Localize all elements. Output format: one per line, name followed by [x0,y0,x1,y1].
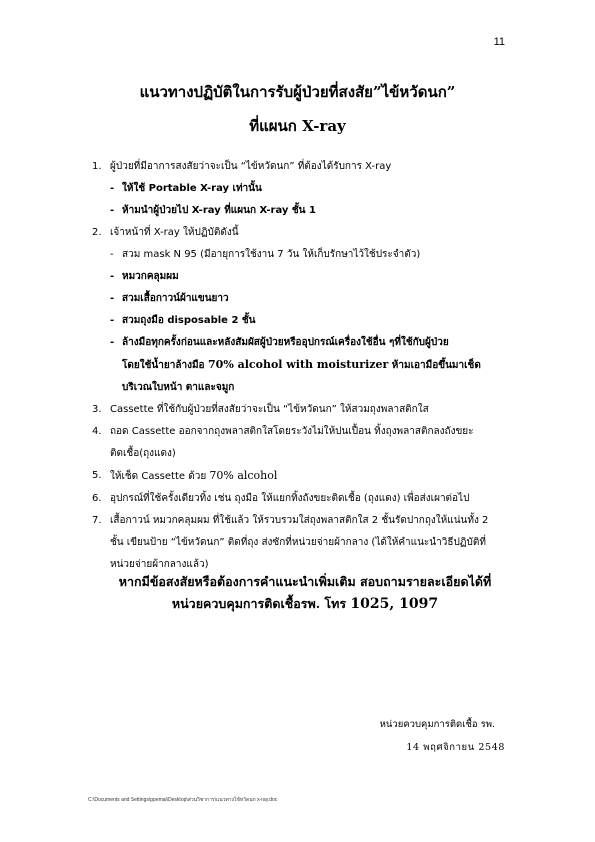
item-text: เสื้อกาวน์ หมวกคลุมผม ที่ใช้แล้ว ให้รวบรวมใส่ถุงพลาสติกใส 2 ชั้นรัดปากถุงให้แน่นทั้ง 2 [110,515,489,526]
contact-unit: หน่วยควบคุมการติดเชื้อรพ. โทร [171,596,347,611]
item-continuation [92,532,522,554]
continuation-text: โดยใช้น้ำยาล้างมือ [122,360,205,371]
list-item-2 [92,222,522,244]
dash: - [110,249,114,260]
sub-item [92,288,522,310]
item-text: ถอด Cassette ออกจากถุงพลาสติกใสโดยระวังไม่ให้ปนเปื้อน ทิ้งถุงพลาสติกลงถังขยะ [110,426,474,437]
phone-extensions: 1025, 1097 [350,596,439,612]
page-number: 11 [493,36,505,48]
continuation-text: หน่วยจ่ายผ้ากลางแล้ว) [110,559,209,570]
item-text: เจ้าหน้าที่ X-ray ให้ปฏิบัติดังนี้ [110,227,239,238]
item-text: Cassette ที่ใช้กับผู้ป่วยที่สงสัยว่าจะเป็น [110,404,280,415]
item-number: 2. [92,227,102,238]
dash: - [110,183,115,194]
sub-item [92,178,522,200]
continuation-text: ห้ามเอามือขึ้นมาเช็ด [391,360,481,371]
alcohol-highlight: 70% alcohol with moisturizer [208,358,389,371]
footer-organization: หน่วยควบคุมการติดเชื้อ รพ. [379,719,495,730]
dash: - [110,293,115,304]
item-number: 5. [92,470,102,481]
item-number: 6. [92,493,102,504]
dash: - [110,205,115,216]
item-number: 7. [92,515,102,526]
sub-item-text: สวมถุงมือ disposable 2 ชั้น [122,315,256,326]
item-number: 4. [92,426,102,437]
sub-item [92,200,522,222]
item-number: 1. [92,161,102,172]
contact-notice: หากมีข้อสงสัยหรือต้องการคำแนะนำเพิ่มเติม สอบถามรายละเอียดได้ที่ [118,574,492,589]
list-item-7 [92,510,522,532]
sub-item [92,244,522,266]
list-item-4 [92,421,522,443]
file-path: C:\Documents and Settings\ppemai\Desktop\ส่วนวิชาการ\แนวทางไข้หวัดนก x-ray.doc [88,797,278,803]
item-text: ให้เช็ด Cassette ด้วย [110,471,207,482]
list-item-6 [92,488,522,510]
item-continuation [92,443,522,465]
dash: - [110,315,115,326]
sub-item-text: สวมเสื้อกาวน์ผ้าแขนยาว [122,293,229,304]
document-title: แนวทางปฏิบัติในการรับผู้ป่วยที่สงสัย”ไข้หวัดนก” [139,83,456,101]
sub-item [92,332,522,354]
contact-notice-phone [80,594,530,614]
list-item-3 [92,399,522,421]
continuation-text: บริเวณใบหน้า ตาและจมูก [122,382,235,393]
sub-item-text: หมวกคลุมผม [122,271,179,282]
alcohol-text: 70% alcohol [209,469,278,482]
item-text: อุปกรณ์ที่ใช้ครั้งเดียวทิ้ง เช่น ถุงมือ ให้แยกทิ้งถังขยะติดเชื้อ (ถุงแดง) เพื่อส่งเผาต่อไป [110,493,470,504]
continuation-text: ติดเชื้อ(ถุงแดง) [110,448,176,459]
procedure-list [92,156,522,576]
sub-item-text: ล้างมือทุกครั้งก่อนและหลังสัมผัสผู้ป่วยหรืออุปกรณ์เครื่องใช้อื่น ๆที่ใช้กับผู้ป่วย [122,337,449,348]
item-text-quote: “ไข้หวัดนก” [283,404,337,415]
item-number: 3. [92,404,102,415]
continuation-text: ชั้น เขียนป้าย “ไข้หวัดนก” ติดที่ถุง ส่งซักที่หน่วยจ่ายผ้ากลาง (ได้ให้คำแนะนำวิธีปฏิบัติที่ [110,537,486,548]
list-item-1 [92,156,522,178]
item-text: ให้สวมถุงพลาสติกใส [340,404,429,415]
list-item-5 [92,465,522,488]
footer-date: 14 พฤศจิกายน 2548 [406,742,505,753]
sub-item-continuation [92,377,522,399]
document-subtitle: ที่แผนก X-ray [249,117,346,135]
sub-item-text: สวม mask N 95 (มีอายุการใช้งาน 7 วัน ให้เก็บรักษาไว้ใช้ประจำตัว) [122,249,421,260]
sub-item-continuation [92,354,522,377]
dash: - [110,271,115,282]
sub-item [92,266,522,288]
sub-item [92,310,522,332]
item-text: ผู้ป่วยที่มีอาการสงสัยว่าจะเป็น “ไข้หวัดนก” ที่ต้องได้รับการ X-ray [110,161,392,172]
dash: - [110,337,115,348]
sub-item-text: ห้ามนำผู้ป่วยไป X-ray ที่แผนก X-ray ชั้น 1 [122,205,316,216]
sub-item-text: ให้ใช้ Portable X-ray เท่านั้น [122,183,262,194]
